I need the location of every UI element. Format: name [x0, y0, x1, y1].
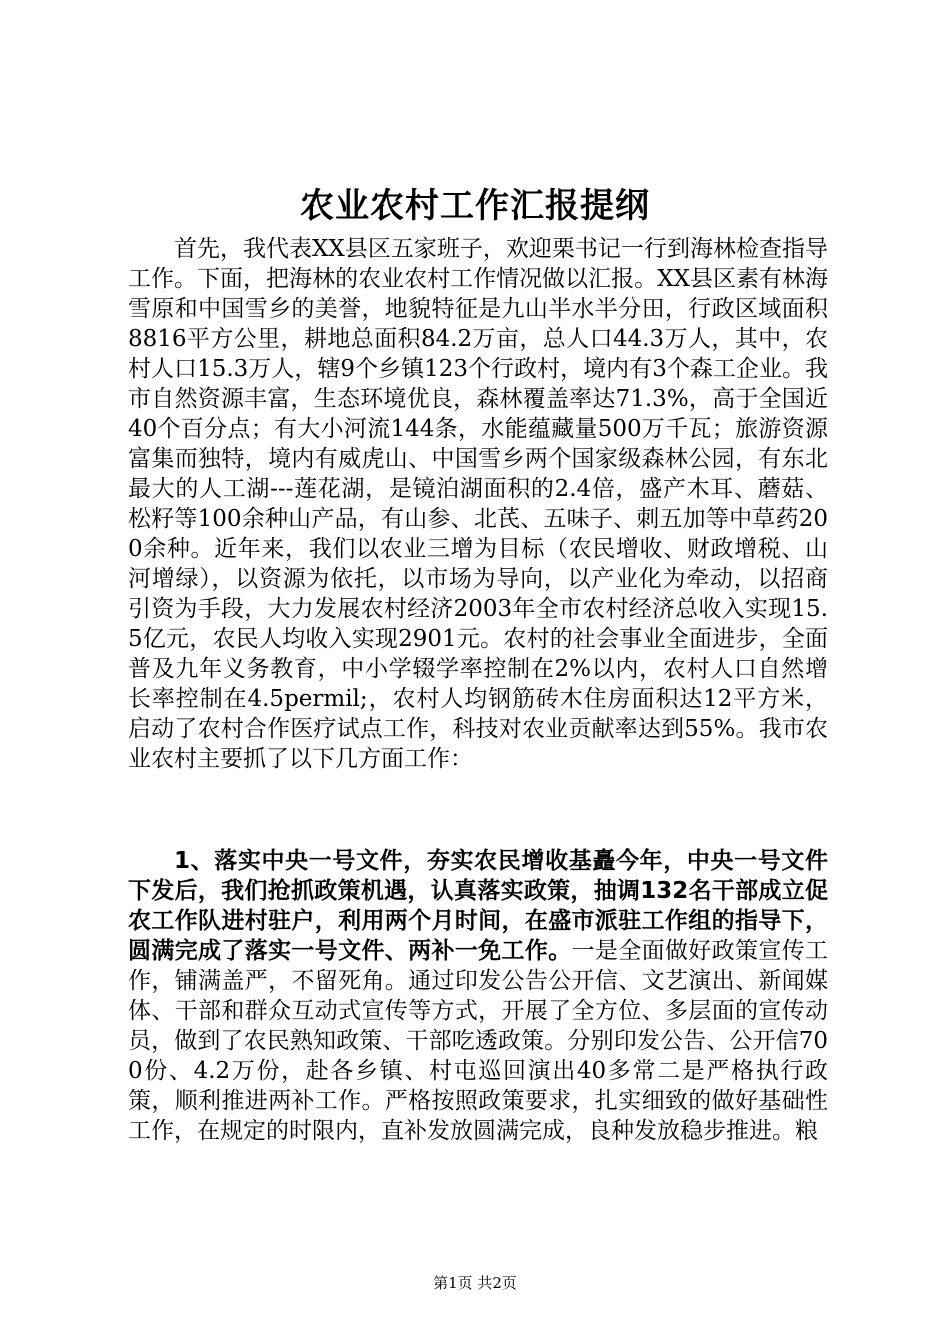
- intro-paragraph: 首先，我代表XX县区五家班子，欢迎栗书记一行到海林检查指导工作。下面，把海林的农业农村工作情况做以汇报。XX县区素有林海雪原和中国雪乡的美誉，地貌特征是九山半水半分田，行政区域面积8816平方公里，耕地总面积84.2万亩，总人口44.3万人，其中，农村人口15.3万人，辖9个乡镇123个行政村，境内有3个森工企业。我市自然资源丰富，生态环境优良，森林覆盖率达71.3%，高于全国近40个百分点；有大小河流144条，水能蕴藏量500万千瓦；旅游资源富集而独特，境内有威虎山、中国雪乡两个国家级森林公园，有东北最大的人工湖---莲花湖，是镜泊湖面积的2.4倍，盛产木耳、蘑菇、松籽等100余种山产品，有山参、北芪、五味子、刺五加等中草药200余种。近年来，我们以农业三增为目标（农民增收、财政增税、山河增绿），以资源为依托，以市场为导向，以产业化为牵动，以招商引资为手段，大力发展农村经济2003年全市农村经济总收入实现15.5亿元，农民人均收入实现2901元。农村的社会事业全面进步，全面普及九年义务教育，中小学辍学率控制在2%以内，农村人口自然增长率控制在4.5permil;，农村人均钢筋砖木住房面积达12平方米，启动了农村合作医疗试点工作，科技对农业贡献率达到55%。我市农业农村主要抓了以下几方面工作：: [128, 236, 828, 772]
- section-1-paragraph: [128, 846, 828, 1146]
- section-1-heading: 1、落实中央一号文件，夯实农民增收基矗今年，中央一号文件下发后，我们抢抓政策机遇，认真落实政策，抽调132名干部成立促农工作队进村驻户，利用两个月时间，在盛市派驻工作组的指导下，圆满完成了落实一号文件、两补一免工作。: [128, 848, 828, 964]
- document-title: 农业农村工作汇报提纲: [300, 186, 650, 226]
- section-1-body: 一是全面做好政策宣传工作，铺满盖严，不留死角。通过印发公告公开信、文艺演出、新闻媒体、干部和群众互动式宣传等方式，开展了全方位、多层面的宣传动员，做到了农民熟知政策、干部吃透政策。分别印发公告、公开信700份、4.2万份，赴各乡镇、村屯巡回演出40多常二是严格执行政策，顺利推进两补工作。严格按照政策要求，扎实细致的做好基础性工作，在规定的时限内，直补发放圆满完成，良种发放稳步推进。粮: [128, 938, 829, 1144]
- page-footer: 第1页 共2页: [433, 1274, 517, 1292]
